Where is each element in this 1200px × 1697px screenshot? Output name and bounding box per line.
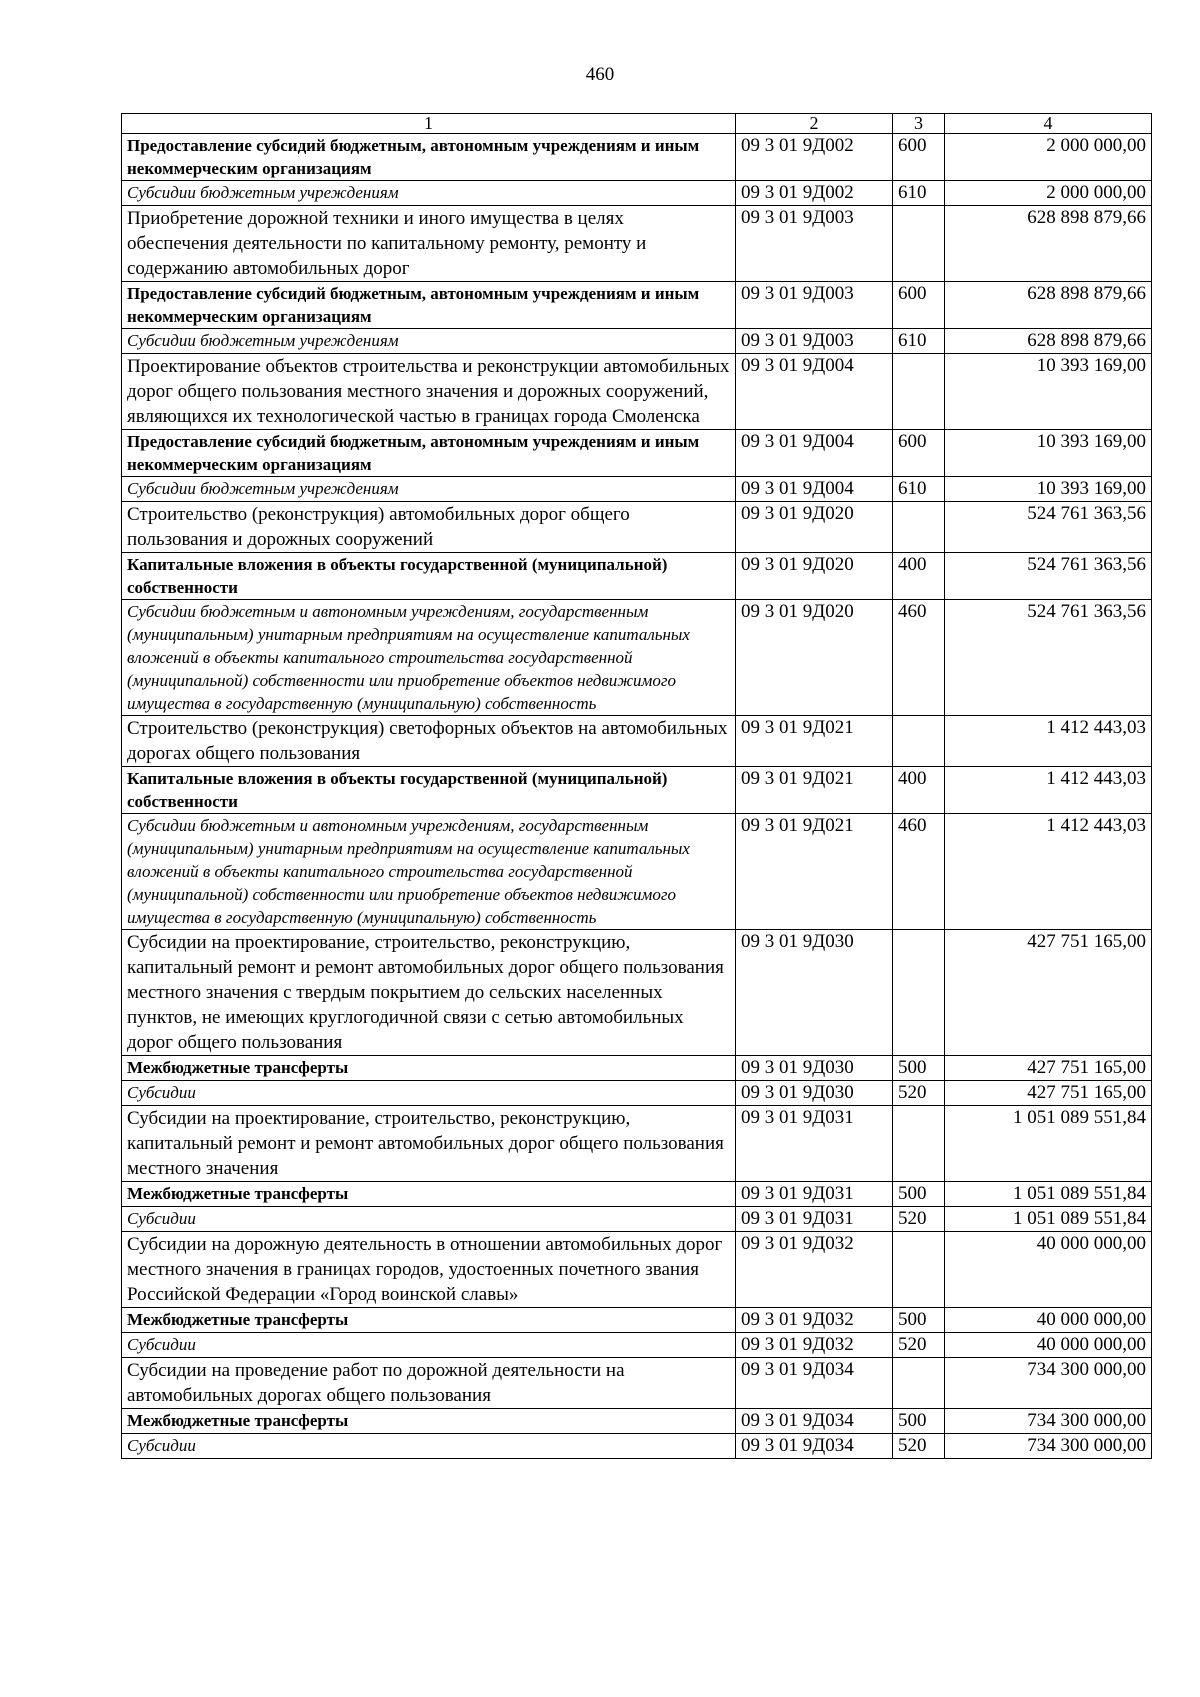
row-name-cell: Субсидии [122, 1081, 736, 1106]
row-name-cell: Строительство (реконструкция) светофорных объектов на автомобильных дорогах общего пользования [122, 716, 736, 767]
column-header-2: 2 [736, 114, 893, 134]
row-name-cell: Межбюджетные трансферты [122, 1409, 736, 1434]
row-expense-type-cell: 610 [893, 477, 945, 502]
row-expense-type-cell: 400 [893, 767, 945, 814]
row-expense-type-cell [893, 930, 945, 1056]
row-name-cell: Строительство (реконструкция) автомобильных дорог общего пользования и дорожных сооружений [122, 502, 736, 553]
table-row [122, 477, 1152, 502]
row-expense-type-cell: 610 [893, 181, 945, 206]
table-row [122, 430, 1152, 477]
row-name-cell: Субсидии [122, 1434, 736, 1459]
row-code-cell: 09 3 01 9Д020 [736, 502, 893, 553]
row-expense-type-cell [893, 1232, 945, 1308]
table-row [122, 600, 1152, 716]
row-expense-type-cell: 520 [893, 1434, 945, 1459]
row-expense-type-cell: 520 [893, 1081, 945, 1106]
row-name-cell: Предоставление субсидий бюджетным, автономным учреждениям и иным некоммерческим организациям [122, 430, 736, 477]
column-header-3: 3 [893, 114, 945, 134]
row-code-cell: 09 3 01 9Д031 [736, 1106, 893, 1182]
row-expense-type-cell: 610 [893, 329, 945, 354]
row-expense-type-cell: 600 [893, 282, 945, 329]
row-amount-cell: 734 300 000,00 [945, 1434, 1152, 1459]
row-amount-cell: 524 761 363,56 [945, 600, 1152, 716]
table-row [122, 329, 1152, 354]
row-amount-cell: 734 300 000,00 [945, 1409, 1152, 1434]
row-expense-type-cell: 600 [893, 430, 945, 477]
row-name-cell: Капитальные вложения в объекты государственной (муниципальной) собственности [122, 767, 736, 814]
row-amount-cell: 734 300 000,00 [945, 1358, 1152, 1409]
row-amount-cell: 2 000 000,00 [945, 134, 1152, 181]
table-row [122, 1308, 1152, 1333]
table-row [122, 1409, 1152, 1434]
table-row [122, 1333, 1152, 1358]
row-code-cell: 09 3 01 9Д004 [736, 430, 893, 477]
row-name-cell: Предоставление субсидий бюджетным, автономным учреждениям и иным некоммерческим организациям [122, 282, 736, 329]
row-code-cell: 09 3 01 9Д030 [736, 1056, 893, 1081]
row-amount-cell: 1 051 089 551,84 [945, 1182, 1152, 1207]
row-amount-cell: 1 051 089 551,84 [945, 1207, 1152, 1232]
row-expense-type-cell: 460 [893, 600, 945, 716]
row-code-cell: 09 3 01 9Д032 [736, 1232, 893, 1308]
row-code-cell: 09 3 01 9Д003 [736, 206, 893, 282]
row-amount-cell: 628 898 879,66 [945, 206, 1152, 282]
row-name-cell: Субсидии бюджетным и автономным учреждениям, государственным (муниципальным) унитарным предприятиям на осуществление капитальных вложений в объекты капитального строительства государственной (муниципальной) собственности или приобретение объектов недвижимого имущества в государственную (муниципальную) собственность [122, 600, 736, 716]
row-expense-type-cell [893, 354, 945, 430]
row-amount-cell: 10 393 169,00 [945, 354, 1152, 430]
table-row [122, 1182, 1152, 1207]
row-name-cell: Предоставление субсидий бюджетным, автономным учреждениям и иным некоммерческим организациям [122, 134, 736, 181]
table-row [122, 1434, 1152, 1459]
row-code-cell: 09 3 01 9Д032 [736, 1333, 893, 1358]
row-amount-cell: 427 751 165,00 [945, 930, 1152, 1056]
budget-table [121, 113, 1152, 1459]
page-number: 460 [585, 64, 615, 85]
row-amount-cell: 40 000 000,00 [945, 1333, 1152, 1358]
table-row [122, 553, 1152, 600]
table-row [122, 1232, 1152, 1308]
table-row [122, 502, 1152, 553]
row-amount-cell: 427 751 165,00 [945, 1056, 1152, 1081]
row-name-cell: Субсидии на дорожную деятельность в отношении автомобильных дорог местного значения в границах городов, удостоенных почетного звания Российской Федерации «Город воинской славы» [122, 1232, 736, 1308]
row-code-cell: 09 3 01 9Д030 [736, 1081, 893, 1106]
row-code-cell: 09 3 01 9Д020 [736, 553, 893, 600]
row-expense-type-cell: 500 [893, 1056, 945, 1081]
row-code-cell: 09 3 01 9Д004 [736, 354, 893, 430]
row-code-cell: 09 3 01 9Д003 [736, 282, 893, 329]
row-name-cell: Субсидии на проектирование, строительство, реконструкцию, капитальный ремонт и ремонт автомобильных дорог общего пользования местного значения [122, 1106, 736, 1182]
row-expense-type-cell: 600 [893, 134, 945, 181]
row-code-cell: 09 3 01 9Д021 [736, 767, 893, 814]
row-amount-cell: 524 761 363,56 [945, 502, 1152, 553]
row-expense-type-cell [893, 206, 945, 282]
row-code-cell: 09 3 01 9Д021 [736, 716, 893, 767]
table-row [122, 181, 1152, 206]
row-amount-cell: 524 761 363,56 [945, 553, 1152, 600]
row-code-cell: 09 3 01 9Д034 [736, 1434, 893, 1459]
row-expense-type-cell: 500 [893, 1308, 945, 1333]
row-amount-cell: 1 051 089 551,84 [945, 1106, 1152, 1182]
table-row [122, 354, 1152, 430]
row-code-cell: 09 3 01 9Д031 [736, 1207, 893, 1232]
row-expense-type-cell: 500 [893, 1182, 945, 1207]
table-row [122, 134, 1152, 181]
row-expense-type-cell: 460 [893, 814, 945, 930]
table-row [122, 716, 1152, 767]
row-amount-cell: 628 898 879,66 [945, 282, 1152, 329]
table-row [122, 930, 1152, 1056]
row-name-cell: Приобретение дорожной техники и иного имущества в целях обеспечения деятельности по капитальному ремонту, ремонту и содержанию автомобильных дорог [122, 206, 736, 282]
table-row [122, 814, 1152, 930]
row-expense-type-cell: 520 [893, 1207, 945, 1232]
row-code-cell: 09 3 01 9Д004 [736, 477, 893, 502]
row-expense-type-cell: 400 [893, 553, 945, 600]
table-row [122, 282, 1152, 329]
row-name-cell: Межбюджетные трансферты [122, 1056, 736, 1081]
row-amount-cell: 40 000 000,00 [945, 1308, 1152, 1333]
row-amount-cell: 10 393 169,00 [945, 477, 1152, 502]
row-expense-type-cell [893, 716, 945, 767]
table-row [122, 1056, 1152, 1081]
column-header-1: 1 [122, 114, 736, 134]
row-name-cell: Субсидии бюджетным учреждениям [122, 329, 736, 354]
table-row [122, 1358, 1152, 1409]
budget-table-body [122, 114, 1152, 1459]
row-name-cell: Капитальные вложения в объекты государственной (муниципальной) собственности [122, 553, 736, 600]
table-row [122, 1207, 1152, 1232]
row-amount-cell: 427 751 165,00 [945, 1081, 1152, 1106]
row-name-cell: Субсидии на проведение работ по дорожной деятельности на автомобильных дорогах общего пользования [122, 1358, 736, 1409]
row-expense-type-cell: 520 [893, 1333, 945, 1358]
row-expense-type-cell: 500 [893, 1409, 945, 1434]
row-name-cell: Межбюджетные трансферты [122, 1308, 736, 1333]
row-code-cell: 09 3 01 9Д002 [736, 134, 893, 181]
row-code-cell: 09 3 01 9Д002 [736, 181, 893, 206]
table-header-row [122, 114, 1152, 134]
row-code-cell: 09 3 01 9Д031 [736, 1182, 893, 1207]
row-amount-cell: 1 412 443,03 [945, 814, 1152, 930]
row-amount-cell: 1 412 443,03 [945, 716, 1152, 767]
row-code-cell: 09 3 01 9Д030 [736, 930, 893, 1056]
row-expense-type-cell [893, 1358, 945, 1409]
row-amount-cell: 10 393 169,00 [945, 430, 1152, 477]
row-name-cell: Проектирование объектов строительства и реконструкции автомобильных дорог общего пользования местного значения и дорожных сооружений, являющихся их технологической частью в границах города Смоленска [122, 354, 736, 430]
row-expense-type-cell [893, 1106, 945, 1182]
row-name-cell: Субсидии на проектирование, строительство, реконструкцию, капитальный ремонт и ремонт автомобильных дорог общего пользования местного значения с твердым покрытием до сельских населенных пунктов, не имеющих круглогодичной связи с сетью автомобильных дорог общего пользования [122, 930, 736, 1056]
row-code-cell: 09 3 01 9Д034 [736, 1358, 893, 1409]
column-header-4: 4 [945, 114, 1152, 134]
row-name-cell: Субсидии [122, 1333, 736, 1358]
row-name-cell: Межбюджетные трансферты [122, 1182, 736, 1207]
row-code-cell: 09 3 01 9Д032 [736, 1308, 893, 1333]
row-amount-cell: 628 898 879,66 [945, 329, 1152, 354]
row-name-cell: Субсидии бюджетным учреждениям [122, 477, 736, 502]
row-code-cell: 09 3 01 9Д003 [736, 329, 893, 354]
row-amount-cell: 2 000 000,00 [945, 181, 1152, 206]
table-row [122, 206, 1152, 282]
row-amount-cell: 40 000 000,00 [945, 1232, 1152, 1308]
row-expense-type-cell [893, 502, 945, 553]
row-name-cell: Субсидии бюджетным учреждениям [122, 181, 736, 206]
table-row [122, 767, 1152, 814]
row-code-cell: 09 3 01 9Д021 [736, 814, 893, 930]
row-amount-cell: 1 412 443,03 [945, 767, 1152, 814]
table-row [122, 1081, 1152, 1106]
row-code-cell: 09 3 01 9Д020 [736, 600, 893, 716]
row-name-cell: Субсидии [122, 1207, 736, 1232]
row-name-cell: Субсидии бюджетным и автономным учреждениям, государственным (муниципальным) унитарным предприятиям на осуществление капитальных вложений в объекты капитального строительства государственной (муниципальной) собственности или приобретение объектов недвижимого имущества в государственную (муниципальную) собственность [122, 814, 736, 930]
row-code-cell: 09 3 01 9Д034 [736, 1409, 893, 1434]
table-row [122, 1106, 1152, 1182]
